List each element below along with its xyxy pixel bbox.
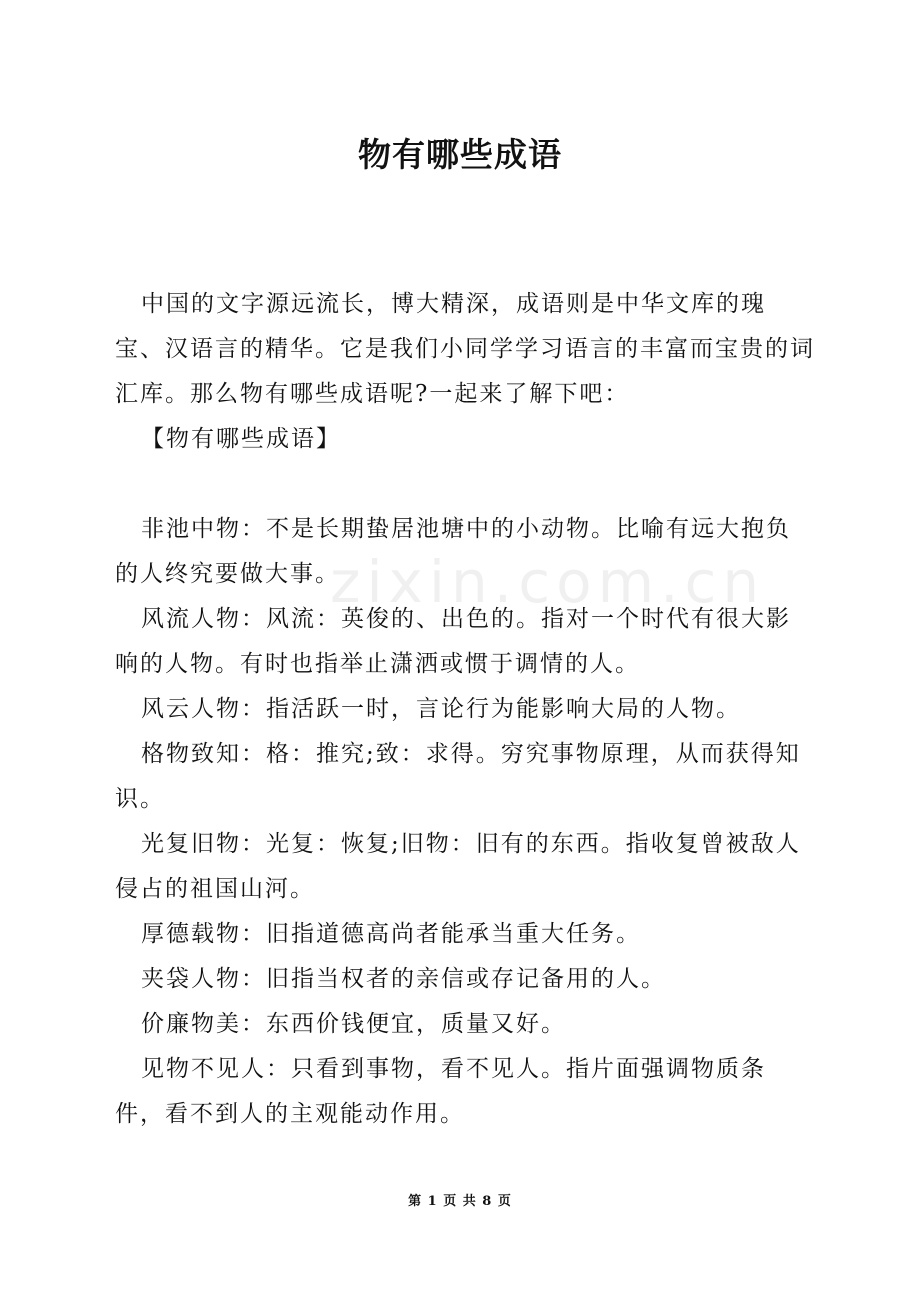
idiom-entry: 价廉物美：东西价钱便宜，质量又好。 [141, 1011, 566, 1037]
page-footer: 第 1 页 共 8 页 [408, 1194, 512, 1209]
intro-paragraph: 中国的文字源远流长，博大精深，成语则是中华文库的瑰宝、汉语言的精华。它是我们小同学学习语言的丰富而宝贵的词汇库。那么物有哪些成语呢?一起来了解下吧： [115, 291, 815, 407]
idiom-entry: 厚德载物：旧指道德高尚者能承当重大任务。 [141, 921, 641, 947]
document-body [115, 282, 815, 1137]
idiom-entry: 非池中物：不是长期蛰居池塘中的小动物。比喻有远大抱负的人终究要做大事。 [115, 516, 791, 587]
idiom-entry: 光复旧物：光复：恢复;旧物：旧有的东西。指收复曾被敌人侵占的祖国山河。 [115, 831, 801, 902]
idiom-entry: 风云人物：指活跃一时，言论行为能影响大局的人物。 [141, 696, 741, 722]
section-heading: 【物有哪些成语】 [141, 426, 341, 452]
idiom-entry: 夹袋人物：旧指当权者的亲信或存记备用的人。 [141, 966, 666, 992]
idiom-entry: 风流人物：风流：英俊的、出色的。指对一个时代有很大影响的人物。有时也指举止潇洒或惯于调情的人。 [115, 606, 791, 677]
watermark: zixin.com.cn [330, 548, 766, 616]
page-title: 物有哪些成语 [358, 135, 562, 174]
idiom-entry: 格物致知：格：推究;致：求得。穷究事物原理，从而获得知识。 [115, 741, 801, 812]
idiom-entry: 见物不见人：只看到事物，看不见人。指片面强调物质条件，看不到人的主观能动作用。 [115, 1056, 766, 1127]
